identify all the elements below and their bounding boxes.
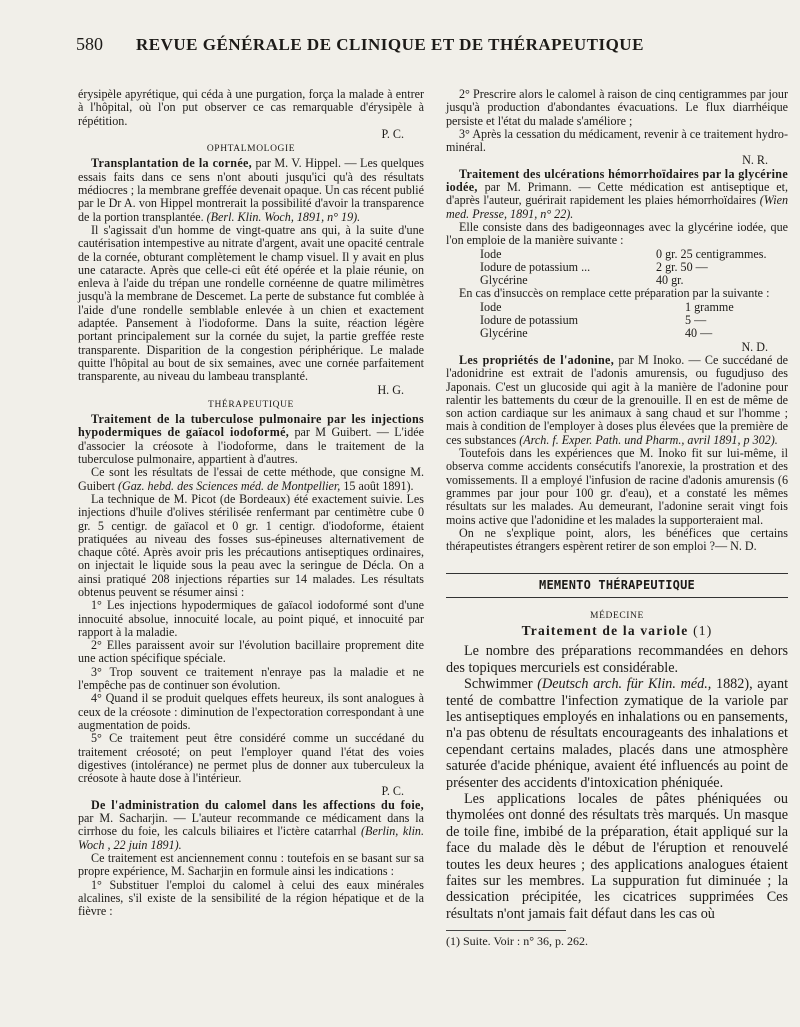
- paragraph: [78, 466, 424, 493]
- citation: (Gaz. hebd. des Sciences méd. de Montpellier,: [117, 478, 341, 493]
- article-title: Les propriétés de l'adonine,: [459, 352, 615, 367]
- memento-body: [446, 643, 788, 922]
- footnote-ref: (1): [693, 622, 713, 638]
- paragraph-text: 15 août 1891).: [343, 478, 414, 493]
- formula-row: [480, 301, 788, 314]
- list-item: 4° Quand il se produit quelques effets heureux, ils sont analogues à ceux de la créosote : diminution de l'expectoration correspondant à une augmentation de poids.: [78, 691, 424, 732]
- article-text: par M. V. Hippel. — Les quelques essais faits dans ce sens n'ont abouti jusqu'ici qu'à des résultats médiocres ; la membrane greffée devenait opaque. Un cas récent publié par le Dr A. von Hippel montrerait la possibilité d'avoir la transparence de la portion transplantée.: [78, 156, 424, 224]
- paragraph: érysipèle apyrétique, qui céda à une purgation, força la malade à entrer à l'hôpital, où l'on put observer ce cas remarquable d'érysipèle à répétition.: [78, 87, 424, 128]
- article-text: par M Inoko. — Ce succédané de l'adonidrine est extrait de l'adonis amurensis, ou fugudjuso des Japonais. C'est un glucoside qui agit à la manière de l'adonine pour ralentir les battements du cœur de la grenouille. Il en est de même de son action cardiaque sur les animaux à sang chaud et sur l'homme ; mais à condition de l'employer à doses plus élevées que la première de ces substances: [446, 352, 789, 447]
- citation: (Wien med. Presse, 1891, n° 22).: [446, 193, 788, 221]
- running-header: [76, 34, 766, 60]
- dose: 5 —: [685, 313, 707, 328]
- running-title: REVUE GÉNÉRALE DE CLINIQUE ET DE THÉRAPEUTIQUE: [136, 35, 644, 54]
- paragraph-text: 1882), ayant tenté de combattre l'infection zymatique de la variole par les antiseptiques employés en inhalations ou en pansements, n'a pas obtenu de résultats encourageants des inhalations et cependant certains malades, placés dans une atmosphère saturée d'acide phénique, avaient été influencés au point de présenter des accidents d'intoxication phéniquée.: [446, 676, 789, 791]
- citation: (Berl. Klin. Woch, 1891, n° 19).: [206, 209, 361, 224]
- paragraph-text: Ce sont les résultats de l'essai de cette méthode, que consigne M. Guibert: [78, 465, 424, 493]
- paragraph: Les applications locales de pâtes phéniquées ou thymolées ont donné des résultats très marqués. Un masque de toile fine, imbibé de la préparation, était appliqué sur la face du malade dès le début de l'éruption et renouvelé toutes les deux heures ; des applications analogues étaient faites sur les membres. La suppuration fut diminuée ; la dessication précipitée, les cicatrices supprimées Ces résultats n'ont jamais fait défaut dans les cas où: [446, 790, 788, 922]
- article-text: par M. Primann. — Cette médication est antiseptique et, d'après l'auteur, guérirait rapidement les plaies hémorrhoïdaires: [446, 180, 788, 208]
- paragraph: Le nombre des préparations recommandées en dehors des topiques mercuriels est considérable.: [446, 643, 788, 676]
- article-calomel: [78, 799, 424, 852]
- article-text: par M. Sacharjin. — L'auteur recommande ce médicament dans la cirrhose du foie, les calculs biliaires et l'ictère catarrhal: [78, 811, 424, 839]
- left-column: [78, 88, 424, 918]
- formula-row: [480, 261, 788, 274]
- paragraph: Il s'agissait d'un homme de vingt-quatre ans qui, à la suite d'une cautérisation intempestive au nitrate d'argent, avait une opacité centrale de la cornée, obturant complètement le champ visuel. Il y avait en plus une cataracte. Après que celle-ci eût été opérée et la plaie réunie, on enleva à l'aide du trépan une rondelle cornéenne de quatre milimètres jusqu'à la membrane de Descemet. La perte de substance fut comblée à l'aide d'une rondelle semblable enlevée à un chien et exactement adaptée. Pansement à l'iodoforme. Dans la suite, réaction légère portant principalement sur la cornée du sujet, la partie greffée reste transparente. Disparition de la congestion périphérique. Le malade quitte l'hôpital au bout de six semaines, avec une cornée parfaitement transparente, au niveau du lambeau transplanté.: [78, 222, 424, 384]
- signature: N. R.: [742, 153, 768, 168]
- citation: (Berlin, klin. Woch , 22 juin 1891).: [78, 824, 424, 852]
- section-heading: OPHTALMOLOGIE: [206, 144, 296, 155]
- page-number: 580: [76, 34, 103, 54]
- list-item: 3° Après la cessation du médicament, revenir à ce traitement hydro-minéral.: [446, 126, 788, 155]
- ingredient: Glycérine: [480, 273, 528, 288]
- right-column: [446, 88, 788, 948]
- ingredient: Iode: [480, 299, 502, 314]
- ingredient: Iodure de potassium: [480, 313, 579, 328]
- formula-row: [480, 327, 788, 340]
- title-text: Traitement de la variole: [521, 622, 689, 638]
- ingredient: Iodure de potassium ...: [480, 259, 591, 274]
- article-adonine: [446, 354, 788, 447]
- dose: 1 gramme: [685, 299, 734, 314]
- dose: 0 gr. 25 centigrammes.: [656, 246, 767, 261]
- article-title: De l'administration du calomel dans les affections du foie,: [91, 797, 424, 812]
- article-glycerine: [446, 168, 788, 221]
- signature: N. D.: [741, 339, 768, 354]
- formula-row: [480, 314, 788, 327]
- dose: 2 gr. 50 —: [656, 259, 708, 274]
- list-item: 3° Trop souvent ce traitement n'enraye pas la maladie et ne l'empêche pas de continuer son évolution.: [78, 664, 424, 693]
- article-title: Transplantation de la cornée,: [91, 156, 252, 171]
- signature: H. G.: [377, 382, 404, 397]
- paragraph: [446, 676, 788, 791]
- citation: (Arch. f. Exper. Path. und Pharm., avril 1891, p 302).: [519, 432, 778, 447]
- signature: P. C.: [381, 784, 404, 799]
- paragraph: On ne s'explique point, alors, les bénéfices que certains thérapeutistes étrangers espèrent retirer de son emploi ?— N. D.: [446, 525, 788, 554]
- formula-table: [480, 248, 788, 288]
- formula-row: [480, 248, 788, 261]
- dose: 40 gr.: [656, 273, 684, 288]
- list-item: 2° Prescrire alors le calomel à raison de cinq centigrammes par jour jusqu'à production d'abondantes évacuations. Le flux diarrhéique persiste et l'état du malade s'améliore ;: [446, 87, 788, 128]
- list-item: 2° Elles paraissent avoir sur l'évolution bacillaire proprement dite une action spécifique spéciale.: [78, 638, 424, 666]
- formula-row: [480, 274, 788, 287]
- list-item: 5° Ce traitement peut être considéré comme un succédané du traitement créosoté; on peut l'employer quand l'état des voies digestives (intolérance) ne permet plus de donner aux tuberculeux la créosote à haute dose à l'intérieur.: [78, 731, 424, 786]
- ingredient: Iode: [480, 246, 502, 261]
- paragraph: Toutefois dans les expériences que M. Inoko fit sur lui-même, il observa comme accidents consécutifs l'anorexie, la prostration et des vomissements. Il a employé l'infusion de racine d'adonis amurensis (6 grammes par jour pour 100 gr. d'eau), et a constaté les mêmes résultats sur les malades. Au demeurant, l'adonine serait vingt fois moins active que l'adonidine et les malades la supporteraient mal.: [446, 446, 788, 527]
- paragraph: La technique de M. Picot (de Bordeaux) été exactement suivie. Les injections d'huile d'olives stérilisée renfermant par centimètre cube 0 gr. 5 centigr. de gaïacol et 0 gr. 1 centigr. d'iodoforme, étaient pratiquées au niveau des fosses sus-épineuses alternativement de chaque côté. Après avoir pris les précautions antiseptiques ordinaires, on injectait le liquide sous la peau avec la seringue de Décla. On a ainsi pratiqué 208 injections réparties sur 14 malades. Les résultats obtenus peuvent se résumer ainsi :: [78, 491, 424, 599]
- article-title: Traitement de la tuberculose pulmonaire par les injections hypodermiques de gaïacol iodoformé,: [78, 412, 424, 440]
- ingredient: Glycérine: [480, 326, 528, 341]
- section-heading: MÉDECINE: [590, 610, 644, 621]
- memento-title: [446, 624, 788, 637]
- paragraph: En cas d'insuccès on remplace cette préparation par la suivante :: [459, 286, 770, 301]
- list-item: 1° Les injections hypodermiques de gaïacol iodoformé sont d'une innocuité absolue, innocuité locale, au point piqué, et innocuité par rapport à la maladie.: [78, 598, 424, 639]
- article-tuberculose: [78, 413, 424, 466]
- list-item: 1° Substituer l'emploi du calomel à celui des eaux minérales alcalines, s'il existe de la sensibilité de la région hépatique et de la fièvre :: [78, 877, 424, 919]
- article-text: par M Guibert. — L'idée d'associer la créosote à l'iodoforme, dans le traitement de la tuberculose pulmonaire, appartient à d'autres.: [78, 425, 424, 467]
- footnote: (1) Suite. Voir : n° 36, p. 262.: [446, 934, 589, 949]
- paragraph: Elle consiste dans des badigeonnages avec la glycérine iodée, que l'on emploie de la manière suivante :: [446, 219, 788, 248]
- section-heading: THÉRAPEUTIQUE: [208, 399, 294, 410]
- paragraph: Ce traitement est anciennement connu : toutefois en se basant sur sa propre expérience, M. Sacharjin en formule ainsi les indications :: [78, 850, 424, 879]
- formula-table: [480, 301, 788, 341]
- article-transplantation: [78, 157, 424, 223]
- article-title: Traitement des ulcérations hémorrhoïdaires par la glycérine iodée,: [446, 166, 788, 195]
- citation: (Deutsch arch. für Klin. méd.,: [537, 676, 712, 693]
- signature: P. C.: [381, 126, 404, 141]
- author: Schwimmer: [464, 676, 533, 693]
- memento-heading: MEMENTO THÉRAPEUTIQUE: [446, 573, 788, 597]
- footnote-rule: [446, 930, 566, 931]
- dose: 40 —: [685, 326, 713, 341]
